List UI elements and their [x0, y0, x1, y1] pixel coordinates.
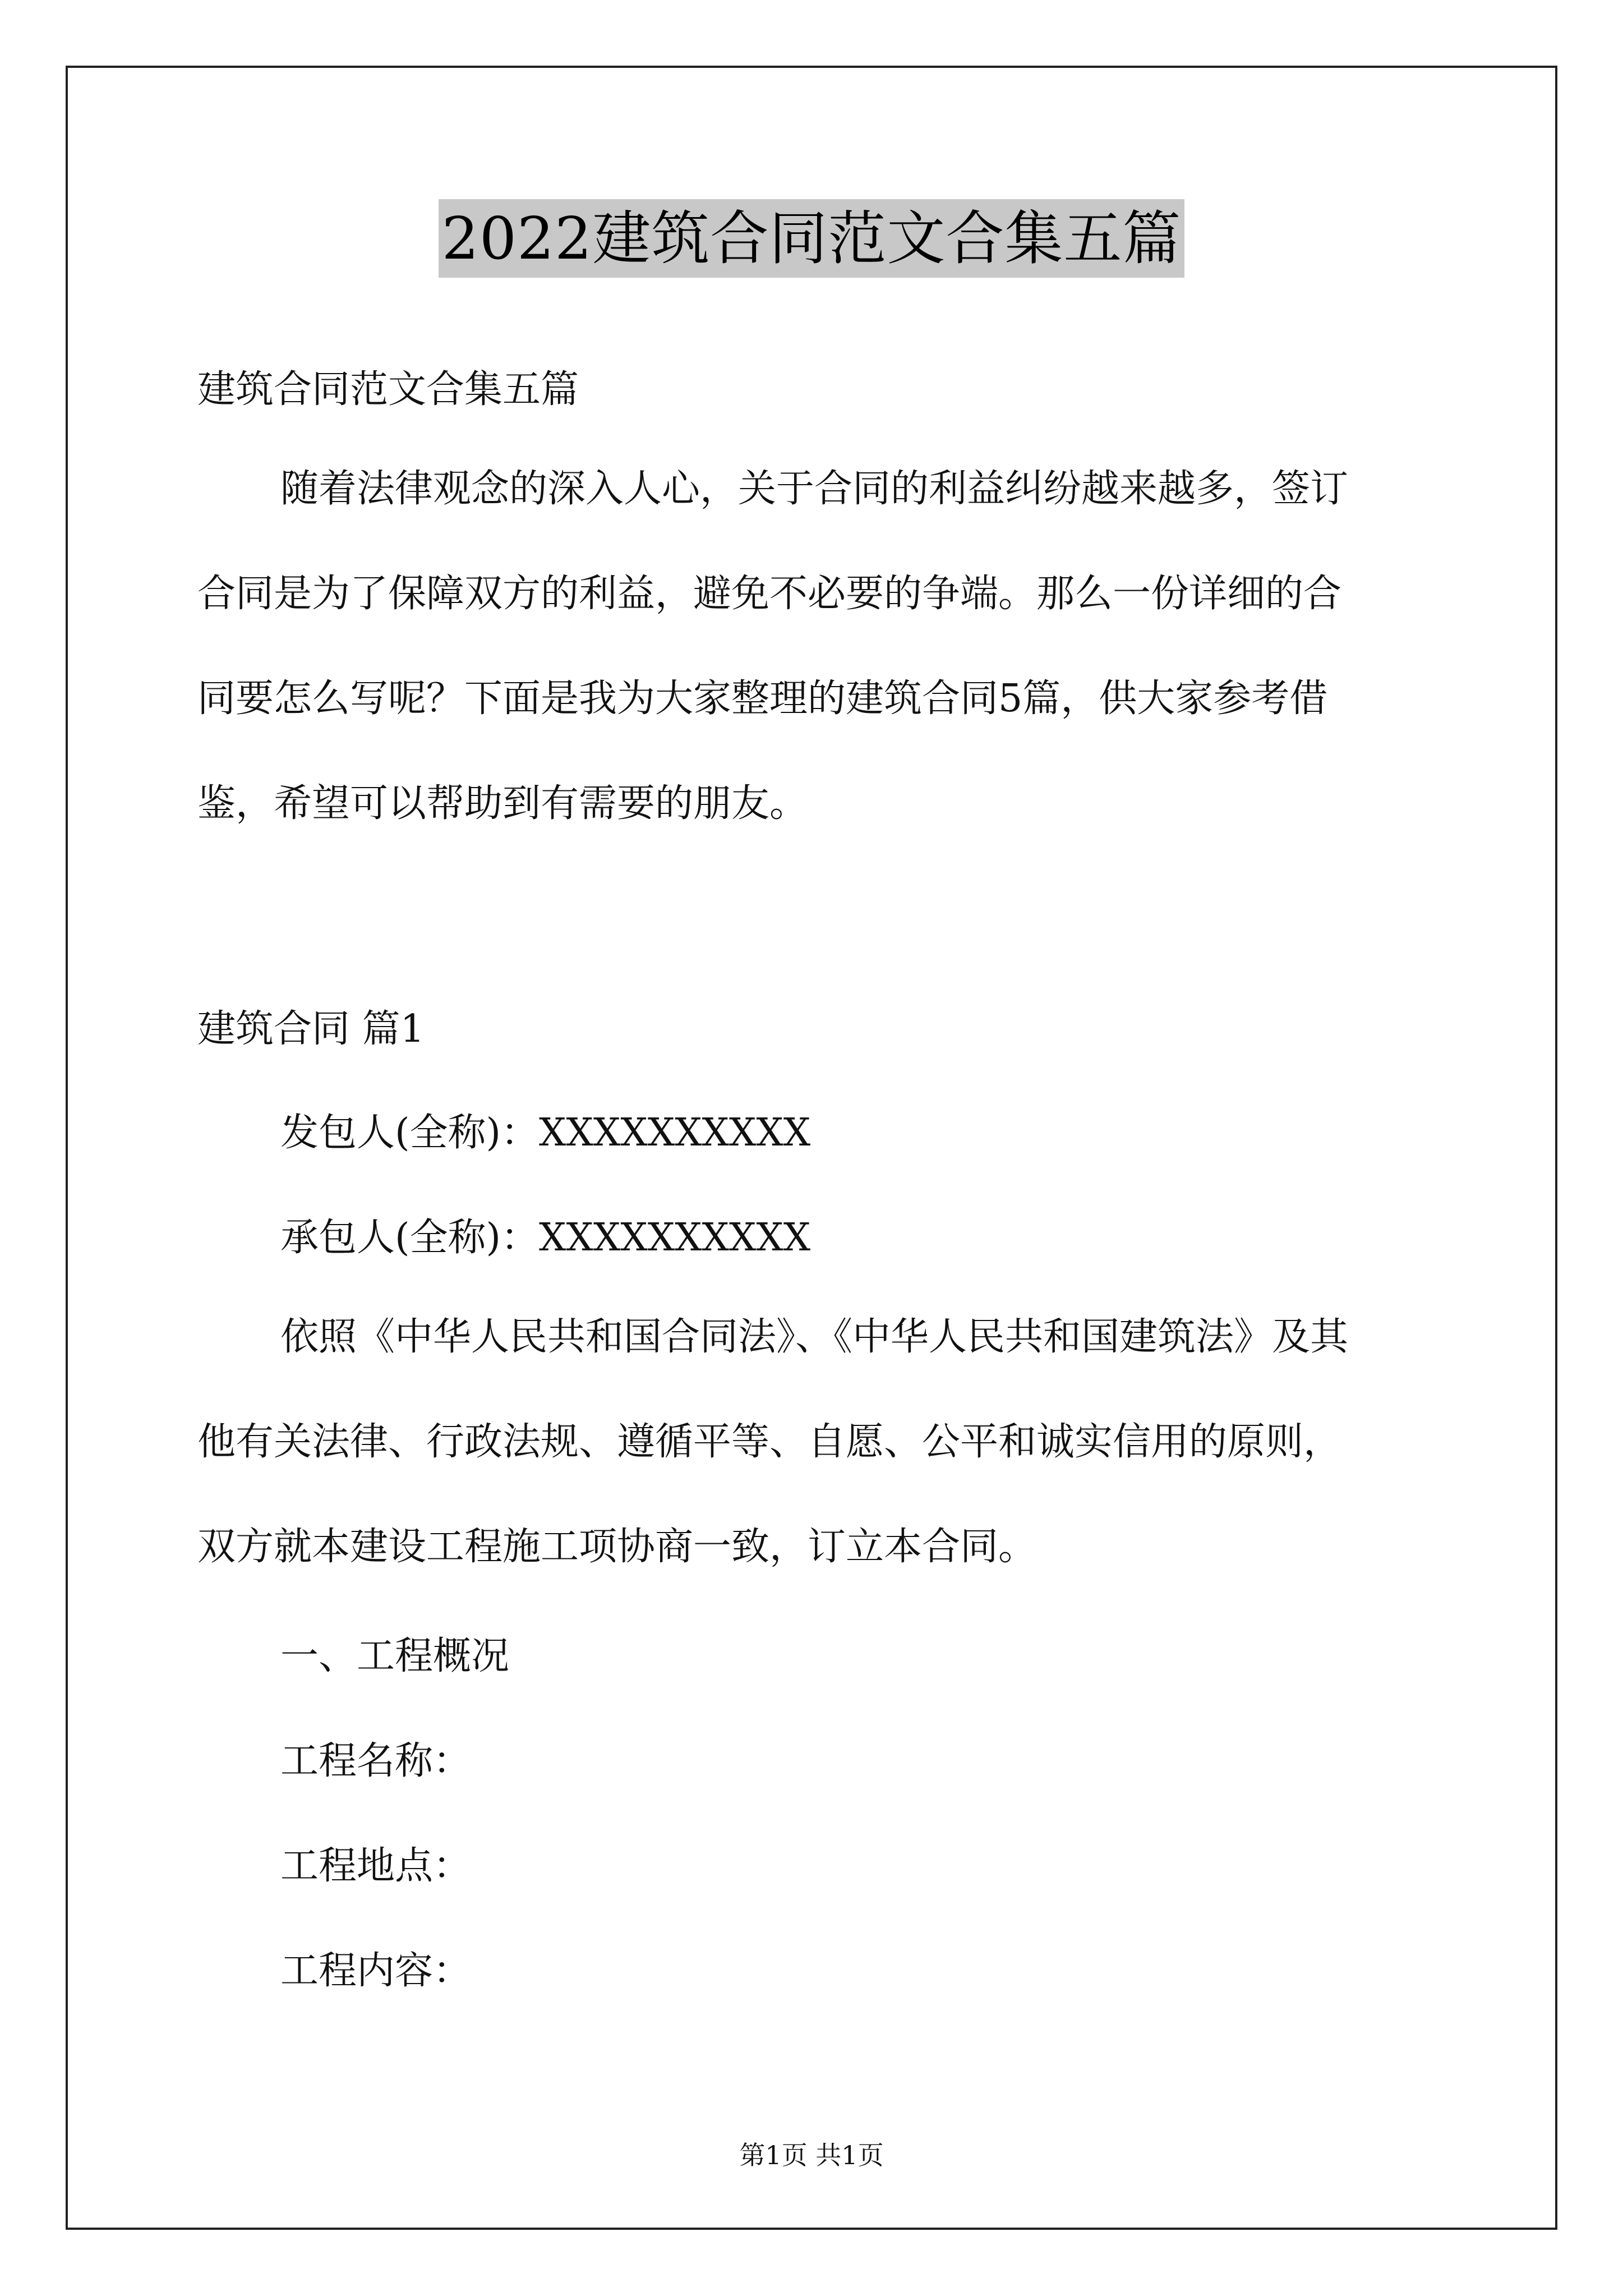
- project-location-field: 工程地点：: [280, 1844, 472, 1888]
- page-footer: [0, 2135, 1623, 2172]
- project-name-field: 工程名称：: [280, 1739, 472, 1783]
- intro-line: 同要怎么写呢？下面是我为大家整理的建筑合同5篇，供大家参考借: [197, 677, 1328, 721]
- title-container: [0, 199, 1623, 278]
- clause-heading: 一、工程概况: [280, 1634, 510, 1678]
- document-subtitle: 建筑合同范文合集五篇: [197, 367, 579, 412]
- basis-line: 双方就本建设工程施工项协商一致，订立本合同。: [197, 1525, 1037, 1569]
- basis-line: 依照《中华人民共和国合同法》、《中华人民共和国建筑法》及其: [280, 1315, 1349, 1359]
- intro-paragraph: [197, 436, 1431, 856]
- page-number: 第1页 共1页: [739, 2140, 884, 2170]
- section-heading: 建筑合同 篇1: [197, 1007, 425, 1051]
- basis-line: 他有关法律、行政法规、遵循平等、自愿、公平和诚实信用的原则，: [197, 1420, 1342, 1464]
- party-a-line: 发包人(全称)：XXXXXXXXXX: [280, 1111, 811, 1155]
- intro-line: 鉴，希望可以帮助到有需要的朋友。: [197, 781, 808, 826]
- intro-line: 随着法律观念的深入人心，关于合同的利益纠纷越来越多，签订: [280, 467, 1349, 511]
- intro-line: 合同是为了保障双方的利益，避免不必要的争端。那么一份详细的合: [197, 572, 1342, 616]
- project-content-field: 工程内容：: [280, 1949, 472, 1993]
- document-title: 2022建筑合同范文合集五篇: [439, 199, 1185, 278]
- basis-paragraph: [197, 1285, 1431, 1599]
- party-b-line: 承包人(全称)：XXXXXXXXXX: [280, 1216, 811, 1260]
